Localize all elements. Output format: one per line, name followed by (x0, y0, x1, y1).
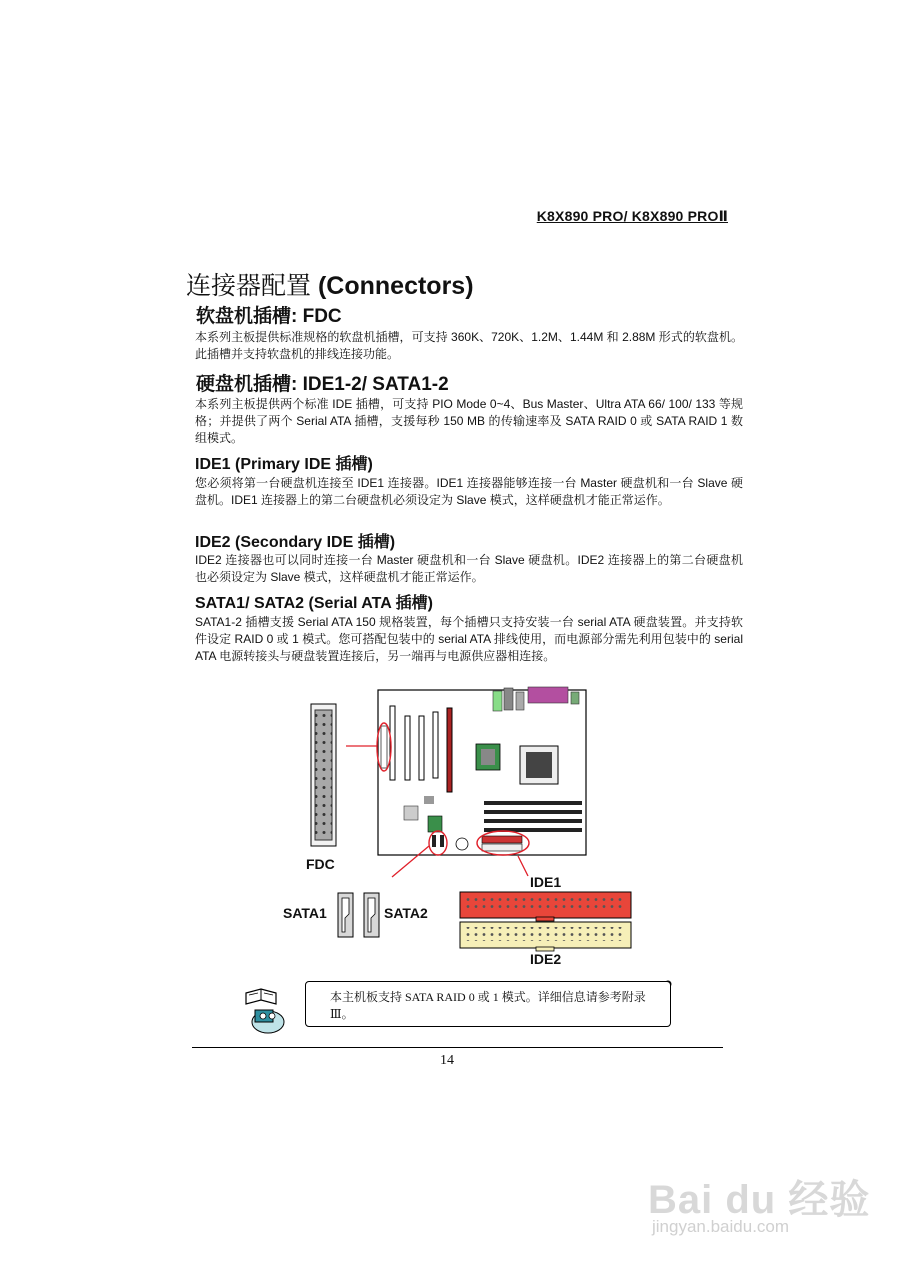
watermark-url: jingyan.baidu.com (652, 1217, 790, 1236)
ide1-section-body: 您必须将第一台硬盘机连接至 IDE1 连接器。IDE1 连接器能够连接一台 Master 硬盘机和一台 Slave 硬盘机。IDE1 连接器上的第二台硬盘机必须设定为 Slave 模式，这样硬盘机才能正常运作。 (195, 476, 743, 507)
sata1-connector (338, 893, 353, 937)
ide-pointer-line (518, 856, 528, 876)
ide-section-body: 本系列主板提供两个标准 IDE 插槽，可支持 PIO Mode 0~4、Bus Master、Ultra ATA 66/ 100/ 133 等规格；并提供了两个 Serial ATA 插槽，支援每秒 150 MB 的传输速率及 SATA RAID 0 或 SATA RAID 1 数组模式。 (195, 397, 743, 445)
sata2-connector (364, 893, 379, 937)
motherboard-layout (377, 687, 586, 855)
fdc-section-title: 软盘机插槽: FDC (196, 306, 342, 327)
ide1-section-title: IDE1 (Primary IDE 插槽) (195, 456, 373, 473)
ide1-label: IDE1 (530, 874, 562, 890)
book-reader-icon (246, 989, 284, 1033)
ide1-connector (460, 892, 631, 921)
page-title-en: (Connectors) (317, 272, 474, 300)
sata1-label: SATA1 (283, 905, 327, 921)
sata2-label: SATA2 (384, 905, 428, 921)
fdc-section-body: 本系列主板提供标准规格的软盘机插槽，可支持 360K、720K、1.2M、1.44M 和 2.88M 形式的软盘机。此插槽并支持软盘机的排线连接功能。 (195, 330, 743, 361)
ide2-section-body: IDE2 连接器也可以同时连接一台 Master 硬盘机和一台 Slave 硬盘机。IDE2 连接器上的第二台硬盘机也必须设定为 Slave 模式，这样硬盘机才能正常运作。 (195, 553, 743, 584)
sata-section-body: SATA1-2 插槽支援 Serial ATA 150 规格装置，每个插槽只支持安装一台 serial ATA 硬盘装置。并支持软件设定 RAID 0 或 1 模式。您可搭配包装中的 serial ATA 排线使用，而电源部分需先利用包装中的 serial ATA 电源转接头与硬盘装置连接后，另一端再与电源供应器相连接。 (195, 615, 743, 663)
fdc-connector (311, 704, 336, 846)
ide2-section-title: IDE2 (Secondary IDE 插槽) (195, 534, 396, 551)
watermark-logo: Bai du 经验 (648, 1178, 871, 1222)
ide2-connector (460, 922, 631, 951)
sata-section-title: SATA1/ SATA2 (Serial ATA 插槽) (195, 595, 433, 612)
note-text: 本主机板支持 SATA RAID 0 或 1 模式。详细信息请参考附录Ⅲ。 (330, 990, 646, 1021)
header-model: K8X890 PRO/ K8X890 PROⅡ (536, 208, 728, 224)
footer-rule (192, 1047, 723, 1048)
page-number: 14 (440, 1053, 454, 1068)
ide-section-title: 硬盘机插槽: IDE1-2/ SATA1-2 (196, 374, 449, 395)
fdc-label: FDC (306, 856, 335, 872)
ide2-label: IDE2 (530, 951, 562, 967)
page-title-cn: 连接器配置 (186, 272, 312, 300)
